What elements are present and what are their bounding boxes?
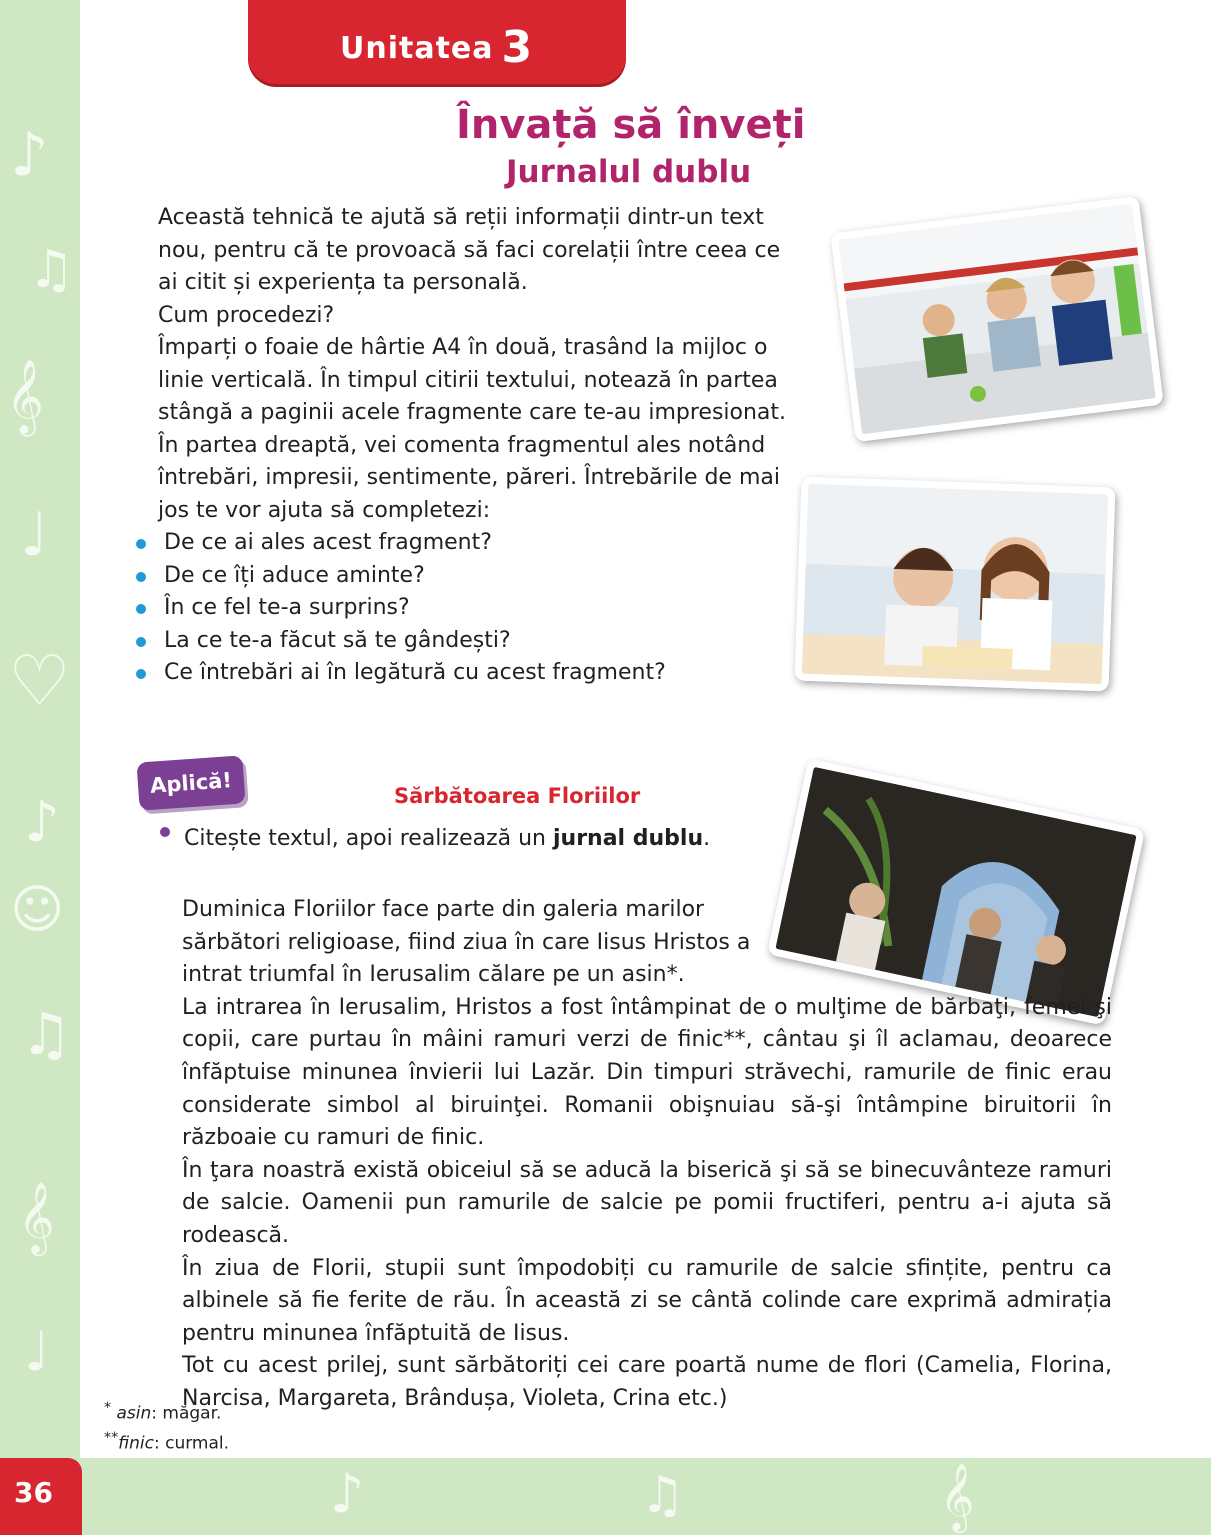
question-item: Ce întrebări ai în legătură cu acest fragment? bbox=[134, 657, 814, 690]
instruction-text: Citește textul, apoi realizează un bbox=[184, 826, 553, 851]
reading-photo bbox=[795, 477, 1116, 692]
unit-number: 3 bbox=[501, 22, 534, 73]
music-note-icon: ♫ bbox=[28, 240, 75, 300]
page-number-box bbox=[0, 1458, 82, 1535]
page-title: Învață să înveți bbox=[456, 102, 806, 148]
question-item: În ce fel te-a surprins? bbox=[134, 592, 814, 625]
intro-paragraph: Această tehnică te ajută să reții informații dintr-un text nou, pentru că te provoacă să faci corelații între ceea ce ai citit și experiența ta personală. bbox=[158, 205, 781, 295]
intro-paragraph: Împarți o foaie de hârtie A4 în două, trasând la mijloc o linie verticală. În timpul citirii textului, notează în partea stângă a paginii acele fragmente care te-au impresionat. În partea dreaptă, vei comenta fragmentul ales notând întrebări, impresii, sentimente, păreri. Întrebările de mai jos te vor ajuta să completezi: bbox=[158, 335, 787, 523]
unit-label bbox=[340, 22, 533, 73]
classroom-photo-image bbox=[838, 204, 1156, 435]
treble-clef-icon: 𝄞 bbox=[18, 1180, 55, 1253]
reading-photo-image bbox=[802, 484, 1108, 684]
story-paragraph: Duminica Floriilor face parte din galeria marilor sărbători religioase, fiind ziua în care Iisus Hristos a intrat triumfal în Ierusalim călare pe un asin*. bbox=[182, 897, 751, 988]
intro-paragraph: Cum procedezi? bbox=[158, 302, 335, 328]
footnotes bbox=[104, 1396, 229, 1455]
treble-clef-icon: 𝄞 bbox=[940, 1462, 975, 1530]
footnote bbox=[104, 1396, 229, 1426]
footnote-term: asin bbox=[116, 1403, 152, 1424]
music-note-icon: ♪ bbox=[10, 120, 49, 190]
question-item: De ce îți aduce aminte? bbox=[134, 560, 814, 593]
question-item: De ce ai ales acest fragment? bbox=[134, 527, 814, 560]
music-note-icon: ♩ bbox=[24, 1320, 50, 1383]
story-paragraph: În ţara noastră există obiceiul să se aducă la biserică şi să se binecuvânteze ramuri de salcie. Oamenii pun ramurile de salcie pe pomii fructiferi, pentru a-i ajuta să rodească. bbox=[182, 1157, 1112, 1248]
heart-icon: ♡ bbox=[8, 640, 71, 722]
classroom-photo bbox=[830, 196, 1163, 442]
music-note-icon: ♫ bbox=[20, 1000, 72, 1068]
page-subtitle: Jurnalul dublu bbox=[506, 154, 752, 190]
music-note-icon: ♪ bbox=[24, 790, 60, 855]
story-paragraph: În ziua de Florii, stupii sunt împodobiți cu ramurile de salcie sfințite, pentru ca albinele să fie ferite de rău. În această zi se cântă colinde care exprimă admirația pentru minunea înfăptuită de Iisus. bbox=[182, 1255, 1112, 1346]
story-paragraph: La intrarea în Ierusalim, Hristos a fost întâmpinat de o mulţime de bărbaţi, femei şi copii, care purtau în mâini ramuri verzi de finic**, cântau şi îl aclamau, deoarece înfăptuise minunea învierii lui Lazăr. Din timpuri străvechi, ramurile de finic erau considerate simbol al biruinţei. Romanii obişnuiau să-şi întâmpine biruitorii în războaie cu ramuri de finic. bbox=[182, 994, 1112, 1151]
apply-badge: Aplică! bbox=[136, 755, 245, 810]
footnote-definition: : măgar. bbox=[151, 1403, 222, 1424]
music-note-icon: ♪ bbox=[330, 1462, 365, 1525]
guitar-icon: 𝄞 bbox=[6, 360, 44, 434]
story-text bbox=[158, 894, 1112, 1416]
footnote-term: finic bbox=[118, 1433, 154, 1454]
footnote-definition: : curmal. bbox=[153, 1433, 230, 1454]
bullet-dot bbox=[160, 827, 170, 837]
music-note-icon: ♫ bbox=[640, 1466, 685, 1524]
music-note-icon: ♩ bbox=[20, 500, 49, 570]
footnote-mark: * bbox=[104, 1400, 112, 1416]
question-item: La ce te-a făcut să te gândești? bbox=[134, 625, 814, 658]
section-title: Sărbătoarea Floriilor bbox=[394, 784, 641, 808]
smiley-icon: ☺ bbox=[10, 880, 65, 940]
footnote bbox=[104, 1426, 229, 1456]
page-number: 36 bbox=[14, 1476, 53, 1509]
intro-text bbox=[134, 202, 814, 690]
instruction-bold: jurnal dublu bbox=[553, 826, 704, 851]
footnote-mark: ** bbox=[104, 1429, 119, 1446]
instruction bbox=[160, 826, 710, 851]
story-paragraph: Tot cu acest prilej, sunt sărbătoriți cei care poartă nume de flori (Camelia, Florina, Narcisa, Margareta, Brândușa, Violeta, Crina etc.) bbox=[182, 1353, 1112, 1411]
question-list bbox=[134, 527, 814, 690]
instruction-end: . bbox=[703, 826, 711, 851]
unit-word: Unitatea bbox=[340, 31, 494, 66]
